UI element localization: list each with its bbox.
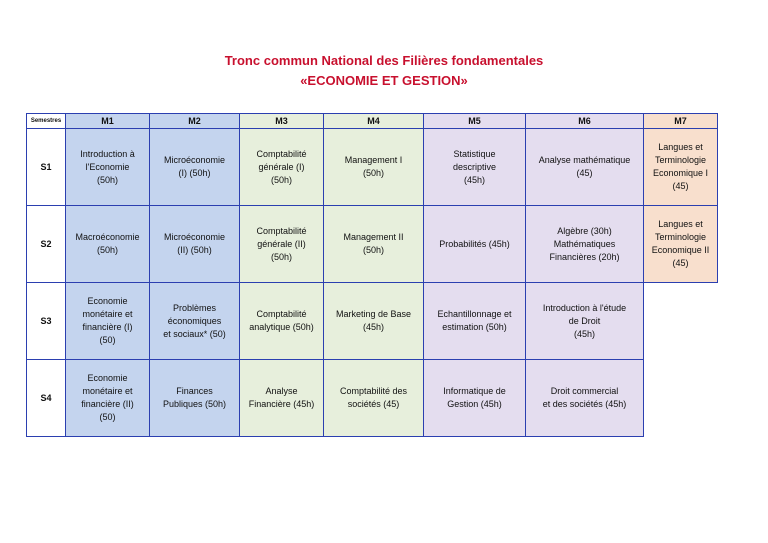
module-cell: Introduction à l'étude de Droit (45h)	[526, 283, 644, 360]
module-cell: Algèbre (30h) Mathématiques Financières (20h)	[526, 206, 644, 283]
semester-row-s4	[27, 360, 718, 437]
module-header-m7: M7	[644, 114, 718, 129]
semester-label: S3	[27, 283, 66, 360]
empty-cell	[644, 283, 718, 360]
module-header-m1: M1	[66, 114, 150, 129]
module-cell: Statistique descriptive (45h)	[424, 129, 526, 206]
module-header-m4: M4	[324, 114, 424, 129]
module-cell: Management I (50h)	[324, 129, 424, 206]
module-cell: Droit commercial et des sociétés (45h)	[526, 360, 644, 437]
page-subtitle: «ECONOMIE ET GESTION»	[300, 73, 468, 88]
module-cell: Comptabilité générale (I) (50h)	[240, 129, 324, 206]
module-cell: Echantillonnage et estimation (50h)	[424, 283, 526, 360]
semester-label: S4	[27, 360, 66, 437]
module-header-m5: M5	[424, 114, 526, 129]
semester-row-s1	[27, 129, 718, 206]
empty-cell	[644, 360, 718, 437]
module-cell: Finances Publiques (50h)	[150, 360, 240, 437]
module-cell: Problèmes économiques et sociaux* (50)	[150, 283, 240, 360]
module-header-m3: M3	[240, 114, 324, 129]
page-title: Tronc commun National des Filières fondamentales	[224, 53, 544, 68]
semester-label: S1	[27, 129, 66, 206]
module-header-m6: M6	[526, 114, 644, 129]
header-row	[27, 114, 718, 129]
module-cell: Probabilités (45h)	[424, 206, 526, 283]
module-cell: Analyse Financière (45h)	[240, 360, 324, 437]
module-cell: Comptabilité analytique (50h)	[240, 283, 324, 360]
semester-row-s3	[27, 283, 718, 360]
module-cell: Marketing de Base (45h)	[324, 283, 424, 360]
curriculum-table	[26, 113, 718, 437]
module-cell: Comptabilité des sociétés (45)	[324, 360, 424, 437]
module-cell: Langues et Terminologie Economique I (45)	[644, 129, 718, 206]
module-cell: Microéconomie (I) (50h)	[150, 129, 240, 206]
module-cell: Informatique de Gestion (45h)	[424, 360, 526, 437]
module-cell: Economie monétaire et financière (I) (50)	[66, 283, 150, 360]
module-cell: Economie monétaire et financière (II) (50)	[66, 360, 150, 437]
module-cell: Introduction à l'Economie (50h)	[66, 129, 150, 206]
module-cell: Macroéconomie (50h)	[66, 206, 150, 283]
semester-row-s2	[27, 206, 718, 283]
module-cell: Comptabilité générale (II) (50h)	[240, 206, 324, 283]
semester-label: S2	[27, 206, 66, 283]
module-cell: Langues et Terminologie Economique II (45)	[644, 206, 718, 283]
module-cell: Microéconomie (II) (50h)	[150, 206, 240, 283]
module-cell: Management II (50h)	[324, 206, 424, 283]
module-cell: Analyse mathématique (45)	[526, 129, 644, 206]
semestres-header: Semestres	[27, 114, 66, 129]
module-header-m2: M2	[150, 114, 240, 129]
